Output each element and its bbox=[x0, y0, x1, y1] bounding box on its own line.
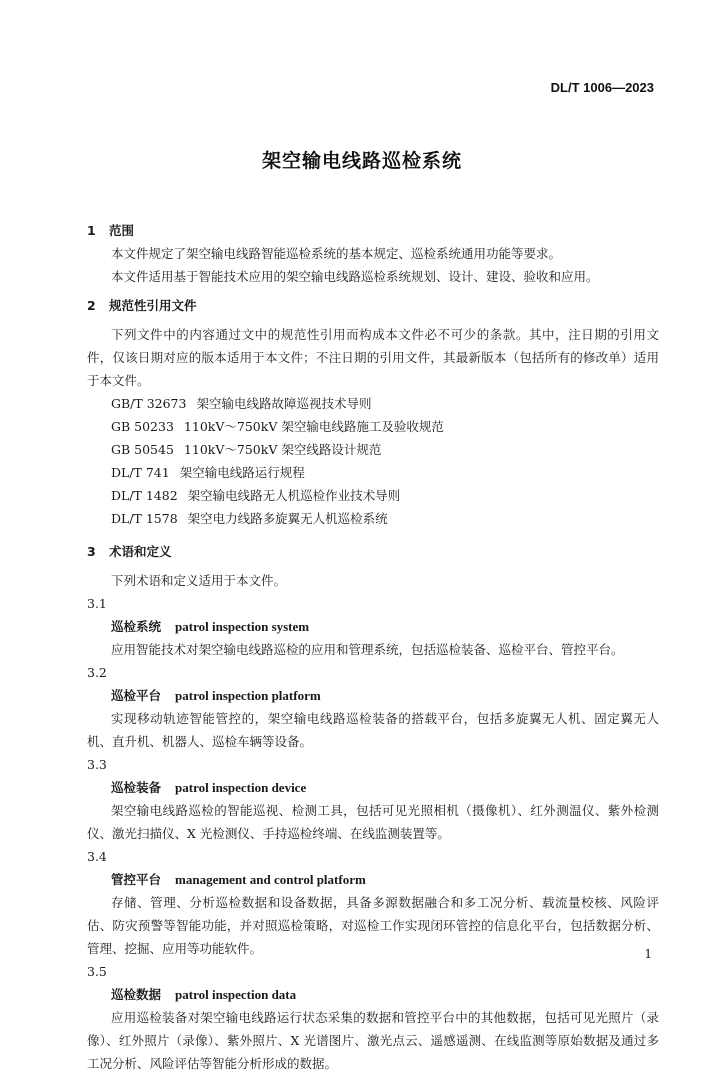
term-number: 3.5 bbox=[87, 964, 107, 979]
reference-code: DL/T 741 bbox=[111, 465, 170, 480]
term-definition: 架空输电线路巡检的智能巡视、检测工具，包括可见光照相机（摄像机）、红外测温仪、紫外检测仪、激光扫描仪、X 光检测仪、手持巡检终端、在线监测装置等。 bbox=[87, 803, 659, 841]
section-title: 范围 bbox=[109, 223, 135, 238]
term-name-zh: 巡检系统 bbox=[111, 619, 162, 634]
term-number: 3.2 bbox=[87, 665, 107, 680]
reference-title: 架空电力线路多旋翼无人机巡检系统 bbox=[187, 511, 388, 526]
reference-code: DL/T 1482 bbox=[111, 488, 178, 503]
term-number: 3.1 bbox=[87, 596, 107, 611]
term-name bbox=[87, 684, 659, 707]
section-heading-3 bbox=[87, 540, 659, 563]
term-definition: 实现移动轨迹智能管控的，架空输电线路巡检装备的搭载平台，包括多旋翼无人机、固定翼无人机、直升机、机器人、巡检车辆等设备。 bbox=[87, 711, 659, 749]
term-definition: 存储、管理、分析巡检数据和设备数据，具备多源数据融合和多工况分析、载流量校核、风险评估、防灾预警等智能功能，并对照巡检策略，对巡检工作实现闭环管控的信息化平台，包括数据分析、管理、挖掘、应用等功能软件。 bbox=[87, 895, 659, 956]
term-name-zh: 巡检数据 bbox=[111, 987, 162, 1002]
reference-list bbox=[87, 392, 659, 530]
term-definition: 应用巡检装备对架空输电线路运行状态采集的数据和管控平台中的其他数据，包括可见光照片（录像）、红外照片（录像）、紫外照片、X 光谱图片、激光点云、遥感遥测、在线监测等原始数据及通过多工况分析、风险评估等智能分析形成的数据。 bbox=[87, 1010, 659, 1071]
reference-title: 110kV～750kV 架空输电线路施工及验收规范 bbox=[183, 419, 444, 434]
term-name-en: patrol inspection device bbox=[175, 780, 307, 795]
reference-item bbox=[111, 484, 659, 507]
reference-item bbox=[111, 415, 659, 438]
reference-code: GB 50233 bbox=[111, 419, 174, 434]
section-heading-2 bbox=[87, 294, 659, 317]
term-name bbox=[87, 868, 659, 891]
term-name bbox=[87, 776, 659, 799]
reference-item bbox=[111, 461, 659, 484]
reference-item bbox=[111, 392, 659, 415]
standard-code: DL/T 1006—2023 bbox=[550, 80, 654, 95]
reference-item bbox=[111, 507, 659, 530]
term-name-en: management and control platform bbox=[175, 872, 366, 887]
section-number: 3 bbox=[87, 544, 96, 559]
term-name-en: patrol inspection system bbox=[175, 619, 310, 634]
reference-title: 架空输电线路运行规程 bbox=[179, 465, 305, 480]
paragraph: 下列文件中的内容通过文中的规范性引用而构成本文件必不可少的条款。其中，注日期的引用文件，仅该日期对应的版本适用于本文件；不注日期的引用文件，其最新版本（包括所有的修改单）适用于本文件。 bbox=[87, 327, 659, 388]
section-number: 2 bbox=[87, 298, 96, 313]
document-title: 架空输电线路巡检系统 bbox=[261, 150, 462, 172]
term-name bbox=[87, 983, 659, 1006]
paragraph: 本文件规定了架空输电线路智能巡检系统的基本规定、巡检系统通用功能等要求。 bbox=[111, 246, 562, 261]
section-number: 1 bbox=[87, 223, 96, 238]
term-number: 3.4 bbox=[87, 849, 107, 864]
term-definition: 应用智能技术对架空输电线路巡检的应用和管理系统，包括巡检装备、巡检平台、管控平台。 bbox=[111, 642, 624, 657]
section-title: 规范性引用文件 bbox=[109, 298, 197, 313]
page-number: 1 bbox=[644, 947, 652, 961]
term-name-zh: 管控平台 bbox=[111, 872, 162, 887]
section-heading-1 bbox=[87, 219, 659, 242]
term-name-zh: 巡检装备 bbox=[111, 780, 162, 795]
term-name-zh: 巡检平台 bbox=[111, 688, 162, 703]
term-name bbox=[87, 615, 659, 638]
reference-title: 架空输电线路故障巡视技术导则 bbox=[196, 396, 372, 411]
paragraph: 下列术语和定义适用于本文件。 bbox=[111, 573, 287, 588]
reference-code: GB/T 32673 bbox=[111, 396, 187, 411]
reference-title: 110kV～750kV 架空线路设计规范 bbox=[183, 442, 382, 457]
reference-code: DL/T 1578 bbox=[111, 511, 178, 526]
term-number: 3.3 bbox=[87, 757, 107, 772]
reference-item bbox=[111, 438, 659, 461]
term-name-en: patrol inspection platform bbox=[175, 688, 321, 703]
document-body bbox=[87, 219, 659, 1075]
paragraph: 本文件适用基于智能技术应用的架空输电线路巡检系统规划、设计、建设、验收和应用。 bbox=[111, 269, 599, 284]
term-name-en: patrol inspection data bbox=[175, 987, 297, 1002]
section-title: 术语和定义 bbox=[109, 544, 172, 559]
reference-title: 架空输电线路无人机巡检作业技术导则 bbox=[187, 488, 401, 503]
reference-code: GB 50545 bbox=[111, 442, 174, 457]
